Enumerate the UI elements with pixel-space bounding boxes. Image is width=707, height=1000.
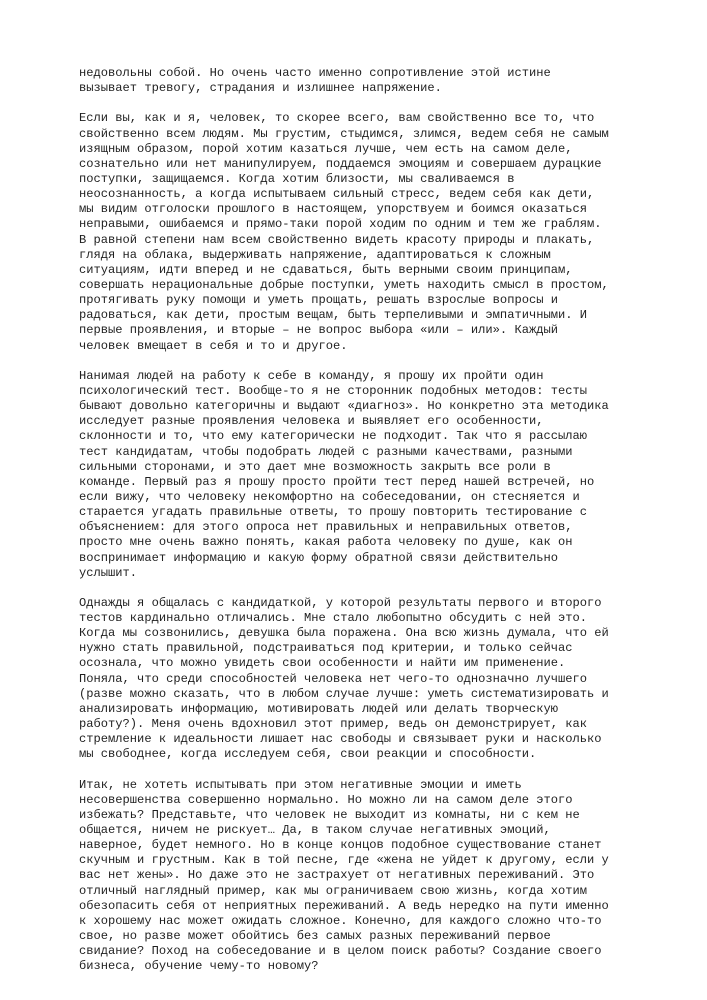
text-line: мы свободнее, когда исследуем себя, свои реакции и способности. — [79, 747, 537, 762]
text-line: Итак, не хотеть испытывать при этом негативные эмоции и иметь — [79, 777, 522, 792]
text-line: недовольны собой. Но очень часто именно сопротивление этой истине — [79, 66, 551, 80]
paragraph — [79, 596, 679, 763]
body-text — [79, 66, 679, 990]
text-line: тест кандидатам, чтобы подобрать людей с разными качествами, разными — [79, 444, 573, 459]
text-line: стремление к идеальности лишает нас свободы и связывает руки и насколько — [79, 732, 602, 747]
text-line: глядя на облака, выдерживать напряжение, адаптироваться к сложным — [79, 247, 551, 262]
text-line: свое, но разве может обойтись без самых разных переживаний первое — [79, 929, 551, 944]
text-line: изящным образом, порой хотим казаться лучше, чем есть на самом деле, — [79, 141, 573, 156]
paragraph — [79, 66, 679, 96]
text-line: работу?). Меня очень вдохновил этот пример, ведь он демонстрирует, как — [79, 717, 588, 732]
text-line: совершать нерациональные добрые поступки, уметь находить смысл в простом, — [79, 277, 609, 292]
text-line: объяснением: для этого опроса нет правильных и неправильных ответов, — [79, 520, 573, 535]
text-line: психологический тест. Вообще-то я не сторонник подобных методов: тесты — [79, 383, 588, 398]
text-line: В равной степени нам всем свойственно видеть красоту природы и плакать, — [79, 232, 595, 247]
text-line: вас нет жены». Но даже это не застрахует от негативных переживаний. Это — [79, 868, 595, 883]
text-line: сознательно или нет манипулируем, поддаемся эмоциям и совершаем дурацкие — [79, 156, 602, 171]
text-line: Если вы, как и я, человек, то скорее всего, вам свойственно все то, что — [79, 111, 595, 126]
text-line: отличный наглядный пример, как мы ограничиваем свою жизнь, когда хотим — [79, 883, 588, 898]
text-line: исследует разные проявления человека и выявляет его особенности, — [79, 414, 544, 429]
text-line: первые проявления, и вторые – не вопрос выбора «или – или». Каждый — [79, 323, 558, 338]
text-line: Однажды я общалась с кандидаткой, у которой результаты первого и второго — [79, 595, 602, 610]
text-line: (разве можно сказать, что в любом случае лучше: уметь систематизировать и — [79, 686, 609, 701]
text-line: избежать? Представьте, что человек не выходит из комнаты, ни с кем не — [79, 807, 580, 822]
text-line: радоваться, как дети, простым вещам, быть терпеливыми и эмпатичными. И — [79, 308, 588, 323]
text-line: вызывает тревогу, страдания и излишнее напряжение. — [79, 81, 442, 96]
text-line: поступки, защищаемся. Когда хотим близости, мы сваливаемся в — [79, 171, 515, 186]
text-line: протягивать руку помощи и уметь прощать, решать взрослые вопросы и — [79, 293, 558, 308]
text-line: общается, ничем не рискует… Да, в таком случае негативных эмоций, — [79, 823, 551, 838]
text-line: несовершенства совершенно нормально. Но можно ли на самом деле этого — [79, 792, 573, 807]
text-line: Поняла, что среди способностей человека нет чего-то однозначно лучшего — [79, 671, 588, 686]
text-line: склонности и то, что ему категорически не подходит. Так что я рассылаю — [79, 429, 588, 444]
text-line: старается угадать правильные ответы, то прошу повторить тестирование с — [79, 505, 588, 520]
text-line: неосознанность, а когда испытываем сильный стресс, ведем себя как дети, — [79, 187, 595, 202]
text-line: Когда мы созвонились, девушка была поражена. Она всю жизнь думала, что ей — [79, 626, 609, 641]
text-line: если вижу, что человеку некомфортно на собеседовании, он стесняется и — [79, 489, 580, 504]
text-line: скучным и грустным. Как в той песне, где «жена не уйдет к другому, если у — [79, 853, 609, 868]
text-line: тестов кардинально отличались. Мне стало любопытно обсудить с ней это. — [79, 611, 588, 626]
text-line: бизнеса, обучение чему-то новому? — [79, 959, 319, 974]
text-line: мы видим отголоски прошлого в настоящем, упорствуем и боимся оказаться — [79, 202, 588, 217]
text-line: свойственно всем людям. Мы грустим, стыдимся, злимся, ведем себя не самым — [79, 126, 609, 141]
text-line: осознала, что можно увидеть свои особенности и найти им применение. — [79, 656, 566, 671]
text-line: неправыми, ошибаемся и прямо-таки порой ходим по одним и тем же граблям. — [79, 217, 602, 232]
text-line: к хорошему нас может ожидать сложное. Конечно, для каждого сложно что-то — [79, 913, 602, 928]
text-line: анализировать информацию, мотивировать людей или делать творческую — [79, 701, 558, 716]
text-line: воспринимает информацию и какую форму обратной связи действительно — [79, 550, 558, 565]
text-line: услышит. — [79, 565, 138, 580]
text-line: обезопасить себя от неприятных переживаний. А ведь нередко на пути именно — [79, 898, 609, 913]
paragraph — [79, 778, 679, 975]
text-line: ситуациям, идти вперед и не сдаваться, быть верными своим принципам, — [79, 262, 573, 277]
text-line: команде. Первый раз я прошу просто пройти тест перед нашей встречей, но — [79, 474, 595, 489]
paragraph — [79, 111, 679, 353]
text-line: наверное, будет немного. Но в конце концов подобное существование станет — [79, 838, 602, 853]
text-line: бывают довольно категоричны и выдают «диагноз». Но конкретно эта методика — [79, 399, 609, 414]
text-line: человек вмещает в себя и то и другое. — [79, 338, 348, 353]
text-line: сильными сторонами, и это дает мне возможность закрыть все роли в — [79, 459, 551, 474]
text-line: свидание? Поход на собеседование и в целом поиск работы? Создание своего — [79, 944, 602, 959]
text-line: нужно стать правильной, подстраиваться под критерии, и только сейчас — [79, 641, 573, 656]
text-line: просто мне очень важно понять, какая работа человеку по душе, как он — [79, 535, 573, 550]
text-line: Нанимая людей на работу к себе в команду, я прошу их пройти один — [79, 368, 544, 383]
paragraph — [79, 369, 679, 581]
